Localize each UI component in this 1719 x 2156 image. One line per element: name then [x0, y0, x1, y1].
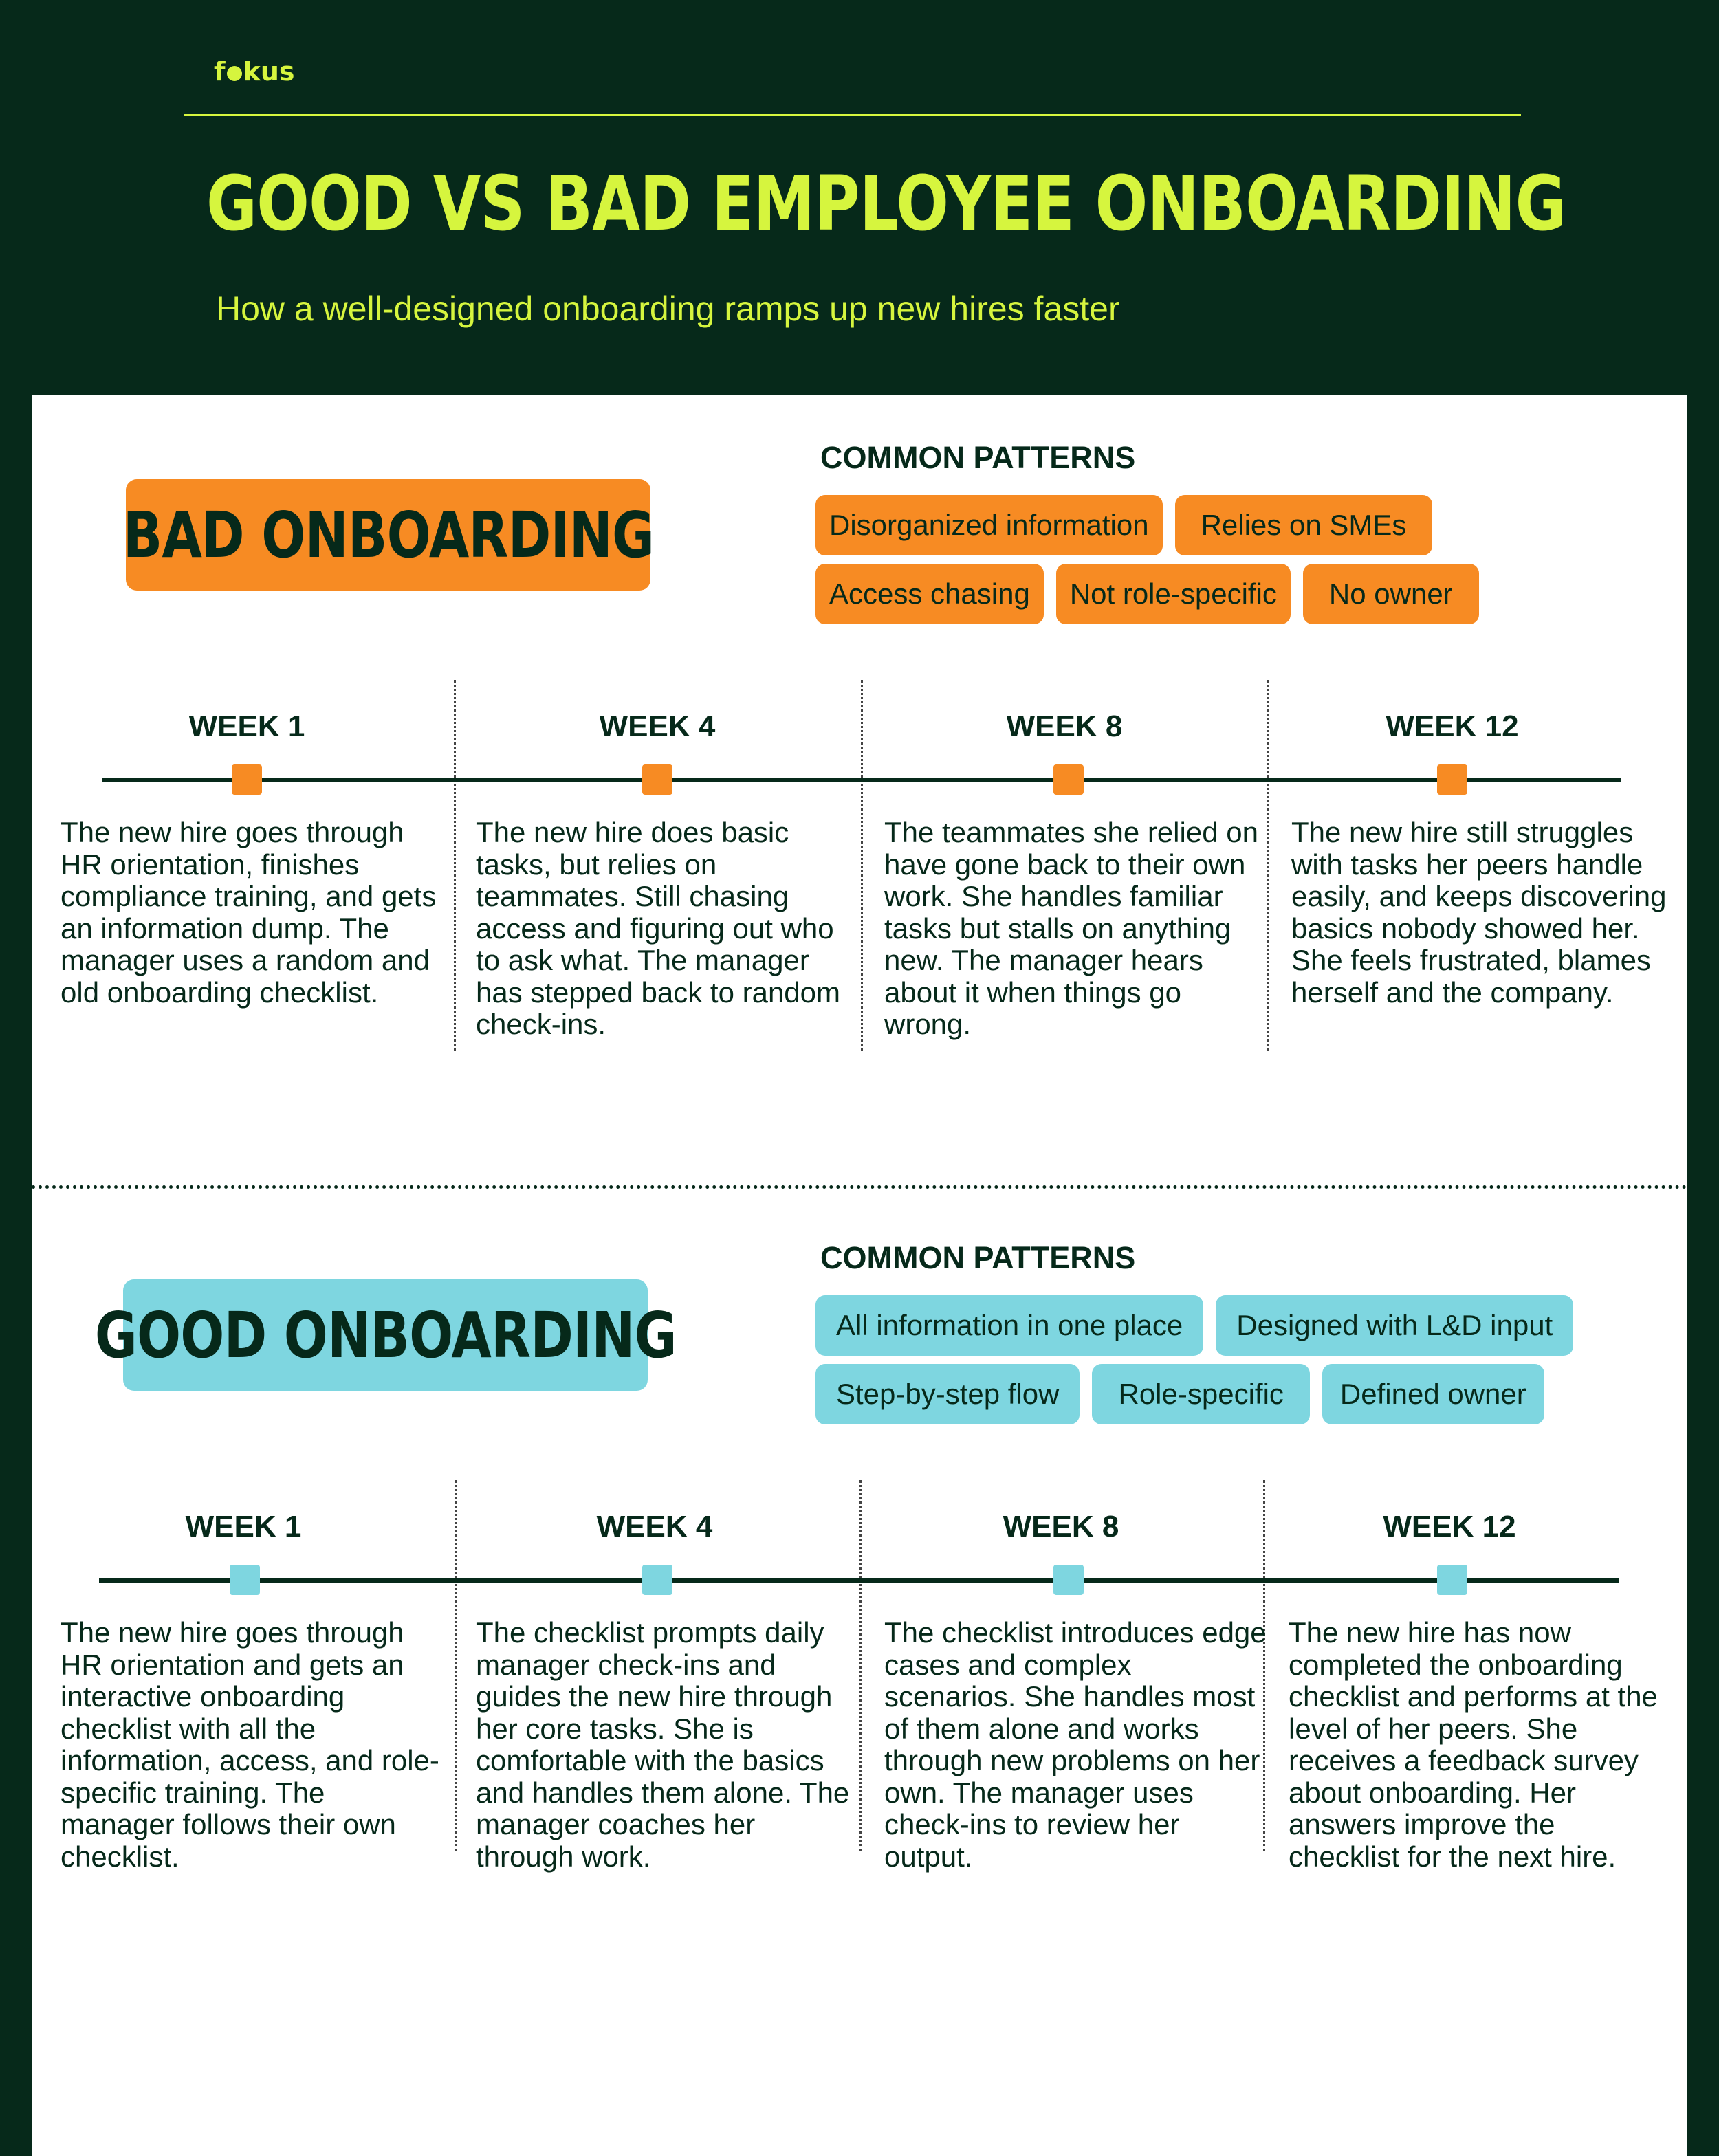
header-rule	[184, 114, 1521, 116]
week-1-marker	[232, 764, 262, 795]
logo-dot-icon	[227, 66, 242, 81]
page-subtitle: How a well-designed onboarding ramps up new hires faster	[216, 289, 1120, 328]
bad-onboarding-section	[32, 395, 1687, 1082]
bad-patterns-row-1	[815, 495, 1432, 556]
week-12-label: WEEK 12	[1386, 710, 1519, 743]
logo-text-start: f	[214, 56, 226, 87]
good-onboarding-section	[32, 1195, 1687, 1882]
section-divider	[32, 1185, 1687, 1189]
week-12-description: The new hire has now completed the onboarding checklist and performs at the level of her peers. She receives a feedback survey about onboarding. Her answers improve the checklist for the next hire.	[1289, 1616, 1658, 1873]
pattern-chip: No owner	[1303, 564, 1479, 624]
week-8-marker	[1053, 764, 1084, 795]
week-12-marker	[1437, 764, 1467, 795]
pattern-chip: Not role-specific	[1056, 564, 1291, 624]
fokus-logo	[214, 56, 295, 87]
week-12-marker	[1437, 1565, 1467, 1595]
week-4-label: WEEK 4	[599, 710, 716, 743]
week-1-label: WEEK 1	[185, 1510, 302, 1543]
pattern-chip: Access chasing	[815, 564, 1044, 624]
pattern-chip: Designed with L&D input	[1216, 1295, 1573, 1356]
content-panel	[32, 395, 1687, 2156]
column-divider	[861, 680, 863, 1051]
week-8-description: The checklist introduces edge cases and complex scenarios. She handles most of them alone and works through new problems on her own. The manager uses check-ins to review her output.	[884, 1616, 1267, 1873]
bad-patterns-heading: COMMON PATTERNS	[820, 440, 1136, 475]
good-patterns-row-1	[815, 1295, 1573, 1356]
bad-patterns-row-2	[815, 564, 1479, 624]
week-8-marker	[1053, 1565, 1084, 1595]
good-onboarding-label-text: GOOD ONBOARDING	[94, 1298, 677, 1372]
pattern-chip: Disorganized information	[815, 495, 1163, 556]
page-title: GOOD VS BAD EMPLOYEE ONBOARDING	[206, 160, 1566, 248]
pattern-chip: Role-specific	[1092, 1364, 1309, 1424]
column-divider	[455, 1480, 457, 1851]
week-1-marker	[230, 1565, 260, 1595]
good-patterns-row-2	[815, 1364, 1544, 1424]
week-4-label: WEEK 4	[596, 1510, 713, 1543]
good-onboarding-label	[94, 1279, 677, 1391]
week-8-label: WEEK 8	[1006, 710, 1123, 743]
bad-timeline	[102, 778, 1621, 782]
pattern-chip: Defined owner	[1322, 1364, 1544, 1424]
week-4-description: The checklist prompts daily manager check-ins and guides the new hire through her core tasks. She is comfortable with the basics and handles them alone. The manager coaches her through work.	[476, 1616, 850, 1873]
bad-onboarding-label	[122, 479, 654, 591]
column-divider	[454, 680, 456, 1051]
week-4-marker	[642, 764, 672, 795]
week-1-label: WEEK 1	[188, 710, 305, 743]
week-1-description: The new hire goes through HR orientation, finishes compliance training, and gets an information dump. The manager uses a random and old onboarding checklist.	[61, 816, 437, 1009]
week-4-marker	[642, 1565, 672, 1595]
pattern-chip: All information in one place	[815, 1295, 1203, 1356]
pattern-chip: Relies on SMEs	[1175, 495, 1433, 556]
week-8-label: WEEK 8	[1003, 1510, 1119, 1543]
week-8-description: The teammates she relied on have gone back to their own work. She handles familiar tasks but stalls on anything new. The manager hears about it when things go wrong.	[884, 816, 1258, 1040]
week-12-label: WEEK 12	[1383, 1510, 1516, 1543]
logo-text-end: kus	[243, 56, 295, 87]
bad-onboarding-label-text: BAD ONBOARDING	[122, 498, 654, 572]
week-1-description: The new hire goes through HR orientation and gets an interactive onboarding checklist with all the information, access, and role-specific training. The manager follows their own checklist.	[61, 1616, 439, 1873]
good-patterns-heading: COMMON PATTERNS	[820, 1240, 1136, 1275]
pattern-chip: Step-by-step flow	[815, 1364, 1080, 1424]
week-12-description: The new hire still struggles with tasks her peers handle easily, and keeps discovering basics nobody showed her. She feels frustrated, blames herself and the company.	[1291, 816, 1667, 1009]
week-4-description: The new hire does basic tasks, but relies on teammates. Still chasing access and figuring out who to ask what. The manager has stepped back to random check-ins.	[476, 816, 841, 1040]
good-timeline	[99, 1578, 1619, 1583]
